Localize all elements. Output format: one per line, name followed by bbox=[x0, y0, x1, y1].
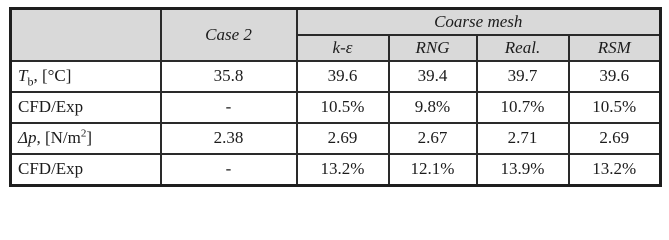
cell-real: 39.7 bbox=[477, 61, 569, 92]
cell-real: 13.9% bbox=[477, 154, 569, 186]
pressure-symbol: Δp bbox=[18, 128, 37, 148]
cell-case: - bbox=[161, 92, 297, 123]
temperature-subscript: b bbox=[27, 74, 34, 89]
cell-rng: 12.1% bbox=[389, 154, 477, 186]
cell-case: - bbox=[161, 154, 297, 186]
row-label-cfd-exp: CFD/Exp bbox=[11, 92, 161, 123]
cell-rng: 39.4 bbox=[389, 61, 477, 92]
model-header-rng: RNG bbox=[389, 35, 477, 61]
pressure-unit: , [N/m bbox=[36, 128, 81, 148]
cell-rsm: 13.2% bbox=[569, 154, 661, 186]
cell-case: 2.38 bbox=[161, 123, 297, 154]
cell-rsm: 39.6 bbox=[569, 61, 661, 92]
table-row-pressure-drop bbox=[11, 123, 661, 154]
temperature-unit: , [°C] bbox=[33, 66, 72, 86]
model-header-rsm: RSM bbox=[569, 35, 661, 61]
temperature-symbol: T bbox=[18, 66, 28, 86]
row-label-temperature bbox=[11, 61, 161, 92]
cell-rng: 2.67 bbox=[389, 123, 477, 154]
table-row-temperature bbox=[11, 61, 661, 92]
cell-real: 10.7% bbox=[477, 92, 569, 123]
cell-rsm: 2.69 bbox=[569, 123, 661, 154]
header-row-1 bbox=[11, 9, 661, 35]
cell-real: 2.71 bbox=[477, 123, 569, 154]
row-label-pressure-drop bbox=[11, 123, 161, 154]
results-table bbox=[9, 7, 662, 187]
group-header: Coarse mesh bbox=[297, 9, 661, 35]
corner-cell bbox=[11, 9, 161, 61]
cell-rng: 9.8% bbox=[389, 92, 477, 123]
table-row-cfd-exp-pressure bbox=[11, 154, 661, 186]
cell-case: 35.8 bbox=[161, 61, 297, 92]
case-header: Case 2 bbox=[161, 9, 297, 61]
row-label-cfd-exp: CFD/Exp bbox=[11, 154, 161, 186]
pressure-unit-end: ] bbox=[86, 128, 93, 148]
cell-ke: 39.6 bbox=[297, 61, 389, 92]
cell-rsm: 10.5% bbox=[569, 92, 661, 123]
pressure-superscript: 2 bbox=[80, 127, 87, 140]
cell-ke: 13.2% bbox=[297, 154, 389, 186]
table-row-cfd-exp-temperature bbox=[11, 92, 661, 123]
cell-ke: 2.69 bbox=[297, 123, 389, 154]
model-header-real: Real. bbox=[477, 35, 569, 61]
cell-ke: 10.5% bbox=[297, 92, 389, 123]
model-header-ke: k-ε bbox=[297, 35, 389, 61]
